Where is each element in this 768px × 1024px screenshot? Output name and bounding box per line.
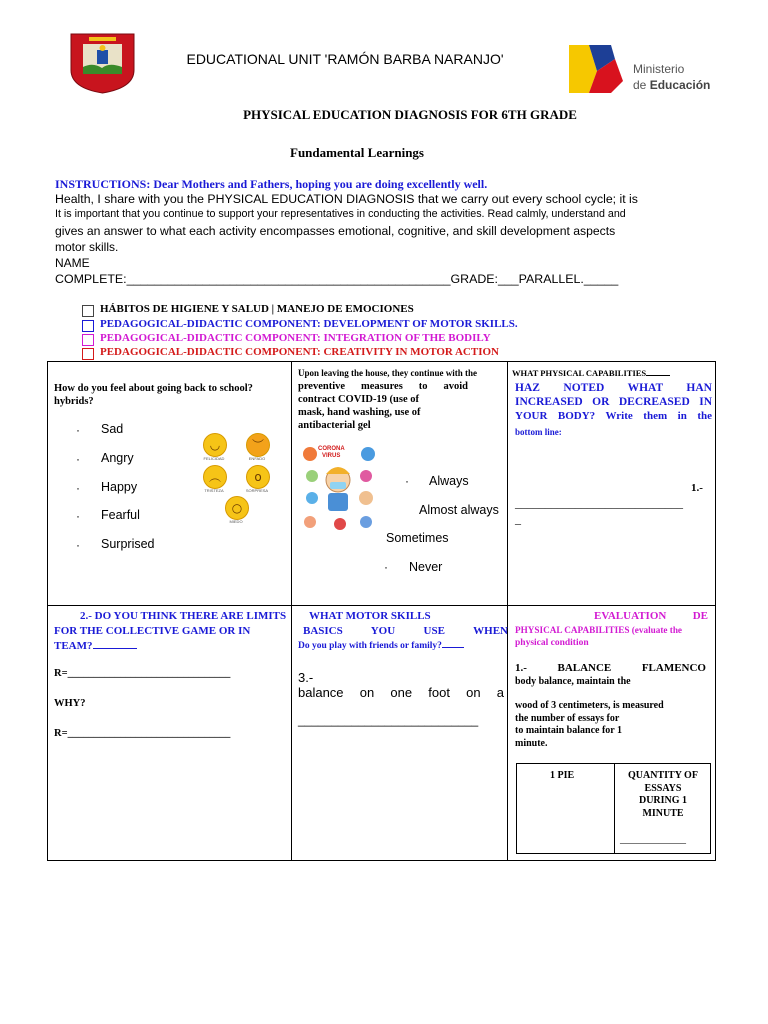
capabilities-line4: bottom line: [515, 427, 562, 437]
table-header-foot: 1 PIE [550, 770, 575, 781]
motor-skills-answer-line[interactable]: ___________________________ [298, 713, 479, 727]
table-header-quantity-line2: ESSAYS [644, 782, 682, 794]
motor-skills-line1: WHAT MOTOR SKILLS [309, 610, 431, 622]
instructions-line3: gives an answer to what each activity encompasses emotional, cognitive, and skill development aspects [55, 224, 616, 238]
school-name: EDUCATIONAL UNIT 'RAMÓN BARBA NARANJO' [186, 51, 504, 67]
capabilities-line3: YOUR BODY? Write them in the [515, 410, 712, 422]
option-almost-always[interactable]: Almost always [419, 503, 499, 517]
covid-question-line3: contract COVID-19 (use of [298, 394, 420, 405]
balance-line6: minute. [515, 738, 548, 749]
limits-line2: FOR THE COLLECTIVE GAME OR IN [54, 625, 251, 637]
dot: · [76, 452, 80, 466]
evaluation-line1: EVALUATION DE [594, 610, 708, 622]
bullet-box-icon [82, 348, 94, 360]
table-header-quantity-line1: QUANTITY OF [628, 770, 698, 781]
surprised-emoji-icon: o [246, 465, 270, 489]
covid-question-line2: preventive measures to avoid [298, 381, 468, 392]
limits-answer-2[interactable]: R=_______________________________ [54, 728, 231, 739]
balance-line1: 1.- BALANCE FLAMENCO [515, 662, 706, 674]
option-sad[interactable]: Sad [101, 422, 124, 436]
table-header-quantity [619, 770, 707, 820]
instructions-line1: Health, I share with you the PHYSICAL EDUCATION DIAGNOSIS that we carry out every school cycle; it is [55, 192, 638, 206]
motor-skills-number: 3.- [298, 670, 314, 685]
motor-skills-line4: balance on one foot on a [298, 685, 504, 700]
dot: · [405, 474, 409, 488]
page-title: PHYSICAL EDUCATION DIAGNOSIS FOR 6TH GRADE [243, 107, 577, 122]
dot: · [76, 423, 80, 437]
covid-question-line4: mask, hand washing, use of [298, 407, 421, 418]
motor-skills-line3-text: Do you play with friends or family? [298, 641, 442, 651]
bullet-box-icon [82, 334, 94, 346]
dot: · [384, 560, 388, 574]
option-angry[interactable]: Angry [101, 451, 134, 465]
evaluation-line2: PHYSICAL CAPABILITIES (evaluate the [515, 625, 683, 635]
bullet-item-hygiene: HÁBITOS DE HIGIENE Y SALUD | MANEJO DE EMOCIONES [100, 303, 414, 315]
fearful-emoji-icon: ○ [225, 496, 249, 520]
capabilities-heading-text: WHAT PHYSICAL CAPABILITIES [512, 368, 647, 378]
motor-skills-line3 [298, 641, 464, 651]
ministry-line2-bold: Educación [649, 78, 711, 92]
option-fearful[interactable]: Fearful [101, 508, 140, 522]
emoji-label: SORPRESA [245, 488, 269, 493]
instructions-line4: motor skills. [55, 240, 119, 254]
covid-question-line1: Upon leaving the house, they continue with the [298, 368, 478, 378]
emoji-label: ENFADO [248, 456, 266, 461]
dot: · [76, 538, 80, 552]
table-header-quantity-line3: DURING 1 [638, 795, 688, 806]
motor-skills-line2: BASICS YOU USE WHEN [303, 625, 508, 637]
corona-label: CORONA [318, 446, 345, 452]
option-happy[interactable]: Happy [101, 480, 138, 494]
ministry-logo [567, 41, 717, 96]
ministry-line1: Ministerio [633, 62, 685, 76]
option-sometimes[interactable]: Sometimes [386, 531, 449, 545]
answer-line-1-tail: _ [515, 512, 521, 526]
table-header-quantity-line4: MINUTE [642, 807, 684, 819]
quantity-answer-line[interactable]: ____________ [620, 833, 686, 845]
covid-question-line5: antibacterial gel [298, 420, 371, 431]
bullet-item-creativity: PEDAGOGICAL-DIDACTIC COMPONENT: CREATIVITY IN MOTOR ACTION [100, 346, 499, 358]
option-surprised[interactable]: Surprised [101, 537, 155, 551]
capabilities-line1: HAZ NOTED WHAT HAN [515, 382, 712, 394]
evaluation-line3: physical condition [515, 638, 589, 648]
covid-prevention-illustration [300, 440, 376, 536]
name-complete-field[interactable]: COMPLETE:_______________________________________________GRADE:___PARALLEL._____ [55, 272, 619, 286]
feelings-question: How do you feel about going back to school? hybrids? [54, 383, 253, 407]
virus-label: VIRUS [322, 453, 341, 459]
ministry-line2-prefix: de [633, 78, 650, 92]
capabilities-line2: INCREASED OR DECREASED IN [515, 396, 712, 408]
happy-emoji-icon: ◡ [203, 433, 227, 457]
emoji-label: MIEDO [229, 519, 243, 524]
page-subtitle: Fundamental Learnings [290, 145, 424, 160]
balance-line2: body balance, maintain the [515, 676, 631, 687]
angry-emoji-icon: ︶ [246, 433, 270, 457]
balance-line5: to maintain balance for 1 [515, 725, 623, 736]
instructions-line2: It is important that you continue to support your representatives in conducting the activities. Read calmly, understand and [55, 208, 626, 220]
option-never[interactable]: Never [409, 560, 443, 574]
bullet-item-motor-skills: PEDAGOGICAL-DIDACTIC COMPONENT: DEVELOPMENT OF MOTOR SKILLS. [100, 318, 518, 330]
bullet-item-bodily: PEDAGOGICAL-DIDACTIC COMPONENT: INTEGRATION OF THE BODILY [100, 332, 491, 344]
answer-number-1: 1.- [691, 482, 703, 494]
answer-line-1[interactable]: ____________________________ [515, 496, 683, 510]
limits-line3-text: TEAM? [54, 640, 93, 652]
limits-line3 [54, 640, 137, 652]
limits-line1: 2.- DO YOU THINK THERE ARE LIMITS [80, 610, 287, 622]
emoji-label: FELICIDAD [203, 456, 225, 461]
sad-emoji-icon: ︵ [203, 465, 227, 489]
limits-answer-1[interactable]: R=_______________________________ [54, 668, 231, 679]
dot: · [76, 509, 80, 523]
bullet-box-icon [82, 320, 94, 332]
why-label: WHY? [54, 698, 86, 709]
bullet-box-icon [82, 305, 94, 317]
emoji-label: TRISTEZA [204, 488, 224, 493]
option-always[interactable]: Always [429, 474, 469, 488]
instructions-lead: INSTRUCTIONS: Dear Mothers and Fathers, hoping you are doing excellently well. [55, 177, 488, 191]
balance-line4: the number of essays for [515, 713, 620, 724]
name-label: NAME [55, 256, 90, 270]
balance-line3: wood of 3 centimeters, is measured [515, 700, 664, 711]
school-crest-logo [69, 32, 136, 95]
dot: · [76, 481, 80, 495]
capabilities-heading [512, 368, 712, 378]
